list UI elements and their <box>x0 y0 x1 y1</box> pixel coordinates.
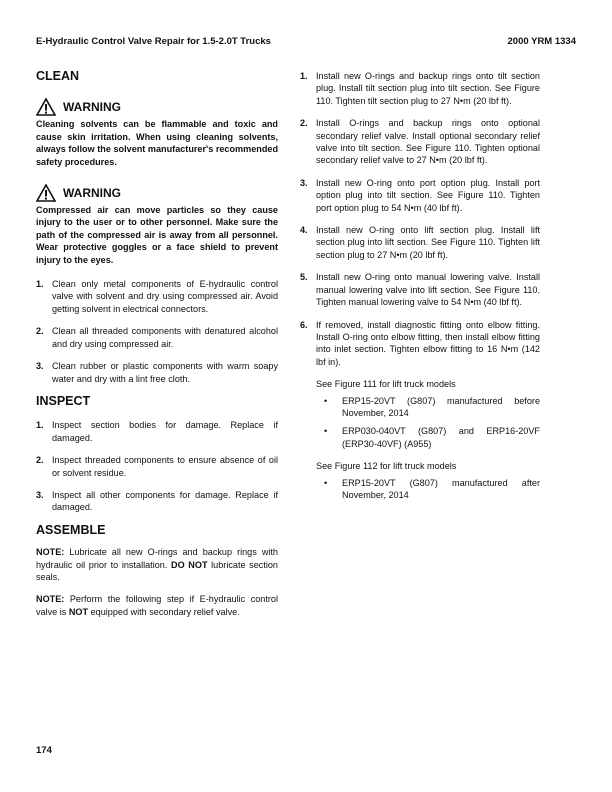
step-text: Install new O-ring onto port option plug. Install port option plug into tilt section. See Figure 110. Tighten port option plug to 54 N•m (40 lbf ft). <box>316 177 540 213</box>
left-column <box>36 70 278 618</box>
step-text: Inspect threaded components to ensure absence of oil or solvent residue. <box>52 455 278 478</box>
step-text: Clean rubber or plastic components with warm soapy water and dry with a lint free cloth. <box>52 361 278 384</box>
bullet: • <box>324 477 328 488</box>
bullet: • <box>324 395 328 406</box>
step-number: 3. <box>36 489 44 500</box>
warning-heading-2 <box>36 184 278 202</box>
page-header <box>36 36 576 47</box>
model-text: ERP030-040VT (G807) and ERP16-20VF (ERP30-40VF) (A955) <box>342 426 540 449</box>
list-item <box>300 224 540 261</box>
assemble-heading: ASSEMBLE <box>36 522 106 537</box>
warning-label: WARNING <box>63 185 121 200</box>
warning-label: WARNING <box>63 100 121 115</box>
note-secondary-relief <box>36 593 278 618</box>
list-item <box>324 477 540 502</box>
header-title: E-Hydraulic Control Valve Repair for 1.5-2.0T Trucks <box>36 36 271 47</box>
assemble-steps <box>300 70 540 368</box>
list-item <box>36 454 278 479</box>
warning-triangle-icon <box>36 98 56 116</box>
warning-triangle-icon <box>36 184 56 202</box>
step-number: 1. <box>36 279 44 290</box>
list-item <box>300 177 540 214</box>
bullet: • <box>324 426 328 437</box>
step-text: Inspect section bodies for damage. Replace if damaged. <box>52 420 278 443</box>
inspect-heading: INSPECT <box>36 393 91 408</box>
list-item <box>36 360 278 385</box>
clean-heading: CLEAN <box>36 69 80 83</box>
note-text: Perform the following step if E-hydraulic control valve is <box>36 594 278 617</box>
step-number: 6. <box>300 319 308 330</box>
step-number: 1. <box>36 420 44 431</box>
warning-heading-1 <box>36 98 278 116</box>
list-item <box>324 395 540 420</box>
warning-text-1: Cleaning solvents can be flammable and toxic and cause skin irritation. When using cleaning solvents, always follow the solvent manufacturer's recommended safety procedures. <box>36 119 278 167</box>
list-item <box>300 319 540 369</box>
step-text: If removed, install diagnostic fitting onto elbow fitting. Install O-ring onto elbow fitting, then install elbow fitting into inlet section. Tighten elbow fitting to 16 N•m (142 lbf in). <box>316 319 540 367</box>
model-text: ERP15-20VT (G807) manufactured before November, 2014 <box>342 395 540 418</box>
list-item <box>36 489 278 514</box>
step-text: Clean only metal components of E-hydraulic control valve with solvent and dry using compressed air. Avoid getting solvent in electrical connectors. <box>52 279 278 314</box>
inspect-steps <box>36 419 278 513</box>
warning-text-2: Compressed air can move particles so they cause injury to the user or to other personnel. Make sure the path of the compressed air is away from all personnel. Wear protective goggles or a face shield to prevent injury to the eyes. <box>36 205 278 265</box>
step-number: 5. <box>300 272 308 283</box>
note-emphasis: NOT <box>68 606 89 617</box>
clean-steps <box>36 278 278 385</box>
step-text: Install new O-ring onto lift section plug. Install lift section plug into lift section. See Figure 110. Tighten lift section plug to 27 N•m (20 lbf ft). <box>316 225 540 260</box>
note-text: Lubricate all new O-rings and backup rings with hydraulic oil prior to installation. <box>36 547 278 570</box>
list-item <box>36 419 278 444</box>
model-text: ERP15-20VT (G807) manufactured after November, 2014 <box>342 477 540 500</box>
list-item <box>324 425 540 450</box>
step-text: Install new O-ring onto manual lowering valve. Install manual lowering valve into lift section. See Figure 110. Tighten manual lowering valve to 54 N•m (40 lbf ft). <box>316 272 540 308</box>
list-item <box>36 325 278 350</box>
see-figure-111: See Figure 111 for lift truck models <box>316 379 456 390</box>
models-list-112 <box>324 477 540 502</box>
list-item <box>300 117 540 167</box>
step-number: 2. <box>300 118 308 129</box>
step-number: 3. <box>36 361 44 372</box>
step-number: 4. <box>300 225 308 236</box>
list-item <box>300 70 540 107</box>
list-item <box>36 278 278 315</box>
page-number: 174 <box>36 745 52 756</box>
list-item <box>300 271 540 308</box>
models-list-111 <box>324 395 540 451</box>
header-doc-number: 2000 YRM 1334 <box>507 36 576 47</box>
step-number: 3. <box>300 177 308 188</box>
step-number: 2. <box>36 455 44 466</box>
note-emphasis: DO NOT <box>171 559 208 570</box>
note-text: lubricate section seals. <box>36 559 278 582</box>
right-column <box>300 70 540 507</box>
note-label: NOTE: <box>36 547 65 558</box>
note-text: equipped with secondary relief valve. <box>90 606 240 617</box>
see-figure-112: See Figure 112 for lift truck models <box>316 461 457 472</box>
step-text: Install O-rings and backup rings onto optional secondary relief valve. Install optional secondary relief valve into tilt section. See Figure 110. Tighten optional secondary relief valve to 27 N•m (20 lbf ft). <box>316 118 540 166</box>
step-text: Install new O-rings and backup rings onto tilt section plug. Install tilt section plug into tilt section. See Figure 110. Tighten tilt section plug to 27 N•m (20 lbf ft). <box>316 71 540 106</box>
note-lubricate <box>36 546 278 583</box>
step-number: 1. <box>300 71 308 81</box>
note-label: NOTE: <box>36 594 65 605</box>
step-number: 2. <box>36 326 44 337</box>
step-text: Clean all threaded components with denatured alcohol and dry using compressed air. <box>52 326 278 349</box>
step-text: Inspect all other components for damage. Replace if damaged. <box>52 489 278 513</box>
